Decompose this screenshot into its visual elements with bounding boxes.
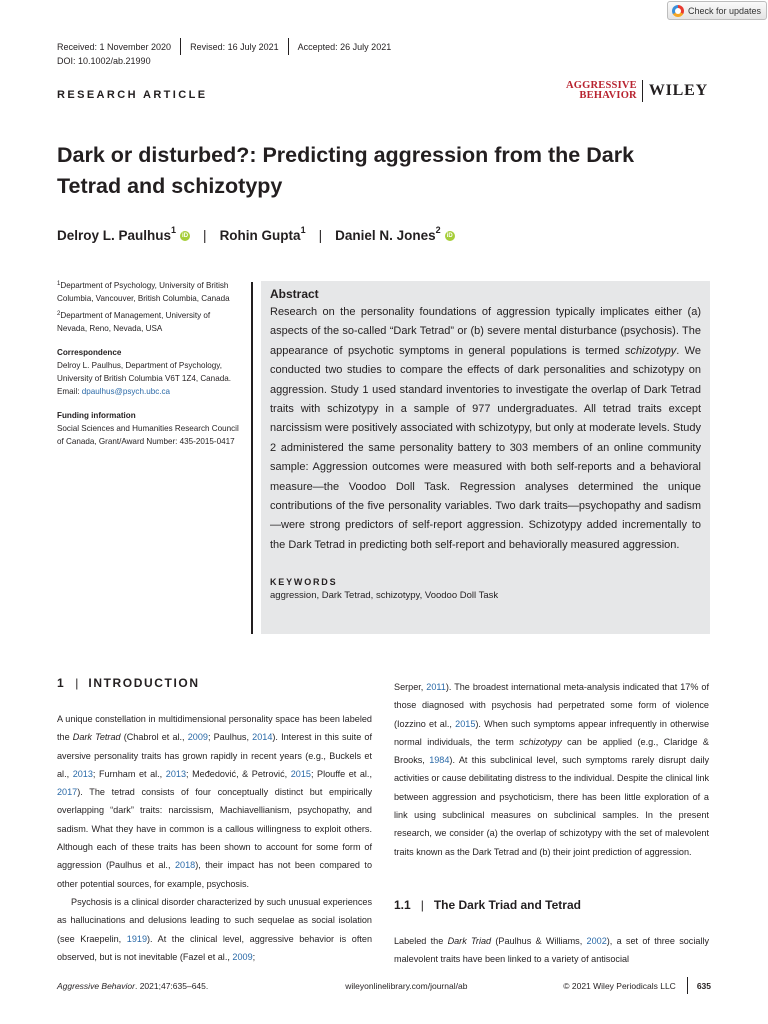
article-type: RESEARCH ARTICLE (57, 89, 208, 101)
doi: DOI: 10.1002/ab.21990 (57, 56, 151, 66)
text-run: ). Interest in this suite of aversive personality traits has grown rapidly in recent years (e.g., Buckels et al., (57, 732, 372, 779)
divider (180, 38, 181, 55)
article-dates (57, 38, 391, 55)
footer-copyright: © 2021 Wiley Periodicals LLC (563, 980, 676, 991)
publisher-logo: WILEY (648, 82, 708, 99)
accepted-date: Accepted: 26 July 2021 (297, 41, 392, 52)
author[interactable]: Delroy L. Paulhus$^1$ (57, 225, 177, 243)
orcid-icon[interactable]: iD (446, 232, 453, 239)
text-run: ). When such symptoms appear infrequently in otherwise normal individuals, the term (394, 718, 709, 747)
body-right-column-continued (394, 932, 709, 969)
funding-heading: Funding information (57, 411, 136, 420)
crossmark-icon (672, 5, 684, 17)
text-run: ; Međedović, & Petrović, (186, 768, 291, 779)
affiliation-1: $^1$Department of Psychology, University of British Columbia, Vancouver, British Columbia, Canada (57, 281, 230, 303)
journal-name-line2: BEHAVIOR (579, 90, 637, 101)
author[interactable]: Daniel N. Jones$^2$ (335, 225, 441, 243)
citation-link[interactable]: 2009 (232, 951, 253, 962)
text-run: (Paulhus & Williams, (491, 936, 587, 946)
check-for-updates-label: Check for updates (688, 5, 762, 16)
text-run: ; Paulhus, (207, 732, 253, 743)
funding-text: Social Sciences and Humanities Research Council of Canada, Grant/Award Number: 435-2015-0417 (57, 424, 239, 446)
column-divider (251, 282, 253, 634)
citation-link[interactable]: 2015 (290, 768, 311, 779)
citation-link[interactable]: 2009 (187, 732, 208, 743)
paragraph (57, 710, 372, 893)
abstract-box (261, 281, 710, 634)
divider: | (318, 228, 323, 243)
page-footer (57, 977, 711, 994)
logo-divider (642, 80, 643, 102)
article-info (57, 279, 242, 459)
footer-citation: Aggressive Behavior. 2021;47:635–645. (57, 980, 209, 991)
text-run: ; Furnham et al., (92, 768, 166, 779)
text-run: ; Plouffe et al., (310, 768, 372, 779)
text-run: ), their impact has not been compared to other potential sources, for example, psychosis. (57, 860, 373, 889)
journal-name-line1: AGGRESSIVE (566, 80, 637, 91)
text-run: Psychosis is a clinical disorder characterized by such unusual experiences as hallucinations and delusions leading to such sequelae as social isolation (see Kraepelin, (57, 896, 372, 944)
italic-term: schizotypy (519, 736, 562, 747)
journal-name (566, 81, 637, 101)
abstract-heading: Abstract (270, 287, 319, 301)
paragraph (57, 893, 372, 966)
abstract-text: Research on the personality foundations of aggression typically implicates either (a) aspects of the so-called “Dark Tetrad” or (b) severe mental disturbance (psychosis). The appearance of psychotic symptoms in general populations is termed schizotypy. We conducted two studies to compare the effects of dark personalities and schizotypy on aggression. Study 1 used standard inventories to investigate the overlap of Dark Tetrad traits with schizotypy in a sample of 977 undergraduates. All tetrad traits except narcissism were positively associated with schizotypy, but only at moderate levels. Study 2 administered the same personality battery to 303 members of an online community sample: Aggression outcomes were measured with both self-reports and a behavioral measure—the Voodoo Doll Task. Regression analyses determined the unique contributions of the five personality variables. Two dark traits—psychopathy and sadism—were strong predictors of self-report aggression. Schizotypy added incrementally to the Dark Tetrad in predicting both self-report and behaviorally measured aggression. (270, 306, 701, 551)
orcid-icon[interactable]: iD (182, 232, 189, 239)
affiliation-2: $^2$Department of Management, University of Nevada, Reno, Nevada, USA (57, 311, 211, 333)
section-heading: 1 | INTRODUCTION (57, 676, 200, 690)
author[interactable]: Rohin Gupta$^1$ (219, 225, 306, 243)
citation-link[interactable]: 2002 (586, 936, 607, 946)
italic-term: Dark Triad (447, 936, 492, 946)
page-number: 635 (696, 980, 712, 991)
text-run: can be applied (e.g., Claridge & Brooks, (394, 736, 709, 766)
paragraph (394, 678, 709, 861)
check-for-updates-button[interactable] (667, 1, 767, 20)
received-date: Received: 1 November 2020 (57, 41, 172, 52)
text-run: ). At this subclinical level, such symptoms rarely disrupt daily activities or cause debilitating distress to the individual. Despite the clinical link between aggression and psychoticism, there has been little exploration of a link using subclinical measures on subclinical samples. In the present research, we consider (a) the overlap of schizotypy with the set of malevolent traits known as the Dark Tetrad and (b) their joint prediction of aggression. (394, 755, 709, 857)
text-run: ; (252, 951, 256, 962)
italic-term: Dark Tetrad (72, 732, 121, 743)
text-run: Serper, (394, 682, 427, 692)
body-left-column (57, 710, 372, 966)
revised-date: Revised: 16 July 2021 (190, 41, 279, 52)
text-run: ). The tetrad consists of four conceptually distinct but empirically overlapping “dark” traits: narcissism, Machiavellianism, psychopathy, and sadism. What they have in common is a callous willingness to exploit others. Although each of these traits has been shown to account for some form of aggression (Paulhus et al., (57, 787, 372, 871)
author-list (57, 225, 455, 243)
citation-link[interactable]: 2014 (252, 732, 273, 743)
journal-logo[interactable] (566, 80, 708, 102)
correspondence-heading: Correspondence (57, 348, 122, 357)
citation-link[interactable]: 1984 (429, 755, 450, 766)
correspondence-text: Delroy L. Paulhus, Department of Psychology, University of British Columbia V6T 1Z4, Canada. (57, 361, 231, 383)
divider: | (203, 228, 207, 243)
text-run: A unique constellation in multidimensional personality space has been labeled the (57, 714, 372, 743)
citation-link[interactable]: 2015 (455, 718, 476, 729)
body-right-column (394, 678, 709, 861)
text-run: Labeled the (394, 936, 448, 946)
citation-link[interactable]: 2017 (57, 787, 78, 798)
divider (288, 38, 289, 55)
email-link[interactable]: dpaulhus@psych.ubc.ca (81, 387, 171, 396)
keywords-heading: KEYWORDS (270, 577, 338, 588)
subsection-heading: 1.1 | The Dark Triad and Tetrad (394, 898, 581, 912)
citation-link[interactable]: 2013 (72, 768, 93, 779)
citation-link[interactable]: 2018 (174, 860, 196, 871)
text-run: ), a set of three socially malevolent traits have been linked to a variety of antisocial (394, 936, 710, 965)
text-run: (Chabrol et al., (120, 732, 188, 743)
citation-link[interactable]: 2011 (426, 682, 446, 692)
article-title: Dark or disturbed?: Predicting aggression from the Dark Tetrad and schizotypy (57, 143, 635, 198)
text-run: ). The broadest international meta-analysis indicated that 17% of those diagnosed with psychosis had perpetrated some form of violence (Iozzino et al., (394, 682, 709, 729)
funding-info (57, 409, 242, 448)
paragraph (394, 932, 709, 969)
keywords: aggression, Dark Tetrad, schizotypy, Voodoo Doll Task (270, 590, 499, 602)
correspondence (57, 346, 242, 398)
text-run: ). At the clinical level, aggressive behavior is often observed, but is not inevitable (Fazel et al., (57, 933, 372, 962)
citation-link[interactable]: 1919 (126, 933, 148, 944)
citation-link[interactable]: 2013 (165, 768, 187, 779)
footer-url[interactable]: wileyonlinelibrary.com/journal/ab (345, 980, 468, 991)
footer-divider (687, 977, 688, 994)
email-label: Email: (57, 387, 80, 396)
